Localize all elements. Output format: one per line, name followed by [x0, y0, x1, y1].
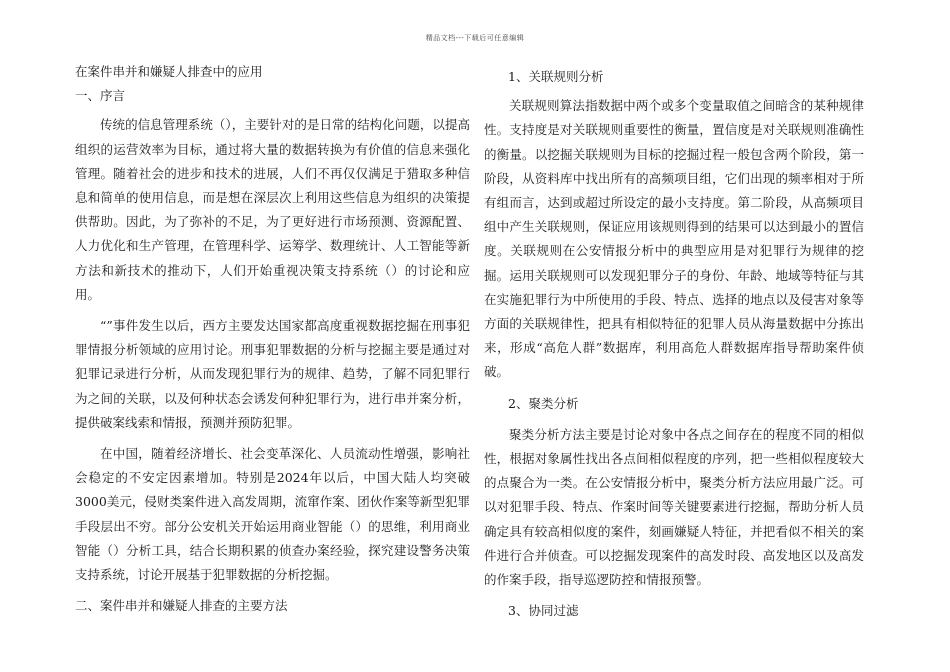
- subsection-heading-association-rules: 1、关联规则分析: [508, 69, 604, 84]
- left-column: [75, 60, 470, 618]
- right-column: [484, 60, 864, 623]
- paragraph-mis-intro: 传统的信息管理系统（），主要针对的是日常的结构化问题，以提高组织的运营效率为目标，通过将大量的数据转换为有价值的信息来强化管理。随着社会的进步和技术的进展，人们不再仅仅满足于猎取多种信息和简单的使用信息，而是想在深层次上利用这些信息为组织的决策提供帮助。因此，为了弥补的不足，为了更好进行市场预测、资源配置、人力优化和生产管理，在管理科学、运筹学、数理统计、人工智能等新方法和新技术的推动下，人们开始重视决策支持系统（）的讨论和应用。: [75, 117, 470, 302]
- paragraph-western-data-mining: “”事件发生以后，西方主要发达国家都高度重视数据挖掘在刑事犯罪情报分析领域的应用讨论。刑事犯罪数据的分析与挖掘主要是通过对犯罪记录进行分析，从而发现犯罪行为的规律、趋势，了解不同犯罪行为之间的关联，以及何种状态会诱发何种犯罪行为，进行串并案分析，提供破案线索和情报，预测并预防犯罪。: [75, 318, 470, 430]
- page-header-watermark: 精品文档---下载后可任意编辑: [425, 34, 525, 42]
- paragraph-association-rules: 关联规则算法指数据中两个或多个变量取值之间暗含的某种规律性。支持度是对关联规则重要性的衡量，置信度是对关联规则准确性的衡量。以挖掘关联规则为目标的挖掘过程一般包含两个阶段，第一阶段，从资料库中找出所有的高频项目组，它们出现的频率相对于所有组而言，达到或超过所设定的最小支持度。第二阶段，从高频项目组中产生关联规则，保证应用该规则得到的结果可以达到最小的置信度。关联规则在公安情报分析中的典型应用是对犯罪行为规律的挖掘。运用关联规则可以发现犯罪分子的身份、年龄、地域等特征与其在实施犯罪行为中所使用的手段、特点、选择的地点以及侵害对象等方面的关联规律性，把具有相似特征的犯罪人员从海量数据中分拣出来，形成“高危人群”数据库，利用高危人群数据库指导帮助案件侦破。: [484, 98, 864, 380]
- section-heading-main-methods: 二、案件串并和嫌疑人排查的主要方法: [75, 598, 288, 614]
- subsection-heading-collaborative-filtering: 3、协同过滤: [508, 603, 579, 619]
- paragraph-cluster-analysis: 聚类分析方法主要是讨论对象中各点之间存在的程度不同的相似性，根据对象属性找出各点间相似程度的序列，把一些相似程度较大的点聚合为一类。在公安情报分析中，聚类分析方法应用最广泛。可以对犯罪手段、特点、作案时间等关键要素进行挖掘，帮助分析人员确定具有较高相似度的案件，刻画嫌疑人特征，并把看似不相关的案件进行合并侦查。可以挖掘发现案件的高发时段、高发地区以及高发的作案手段，指导巡逻防控和情报预警。: [484, 426, 864, 588]
- document-title: 在案件串并和嫌疑人排查中的应用: [75, 64, 263, 79]
- paragraph-china-context: 在中国，随着经济增长、社会变革深化、人员流动性增强，影响社会稳定的不安定因素增加。特别是2024年以后，中国大陆人均突破3000美元，侵财类案件进入高发周期，流窜作案、团伙作案等新型犯罪手段层出不穷。部分公安机关开始运用商业智能（）的思维，利用商业智能（）分析工具，结合长期积累的侦查办案经验，探究建设警务决策支持系统，讨论开展基于犯罪数据的分析挖掘。: [75, 446, 470, 583]
- subsection-heading-cluster-analysis: 2、聚类分析: [508, 395, 579, 411]
- section-heading-preface: 一、序言: [75, 88, 126, 104]
